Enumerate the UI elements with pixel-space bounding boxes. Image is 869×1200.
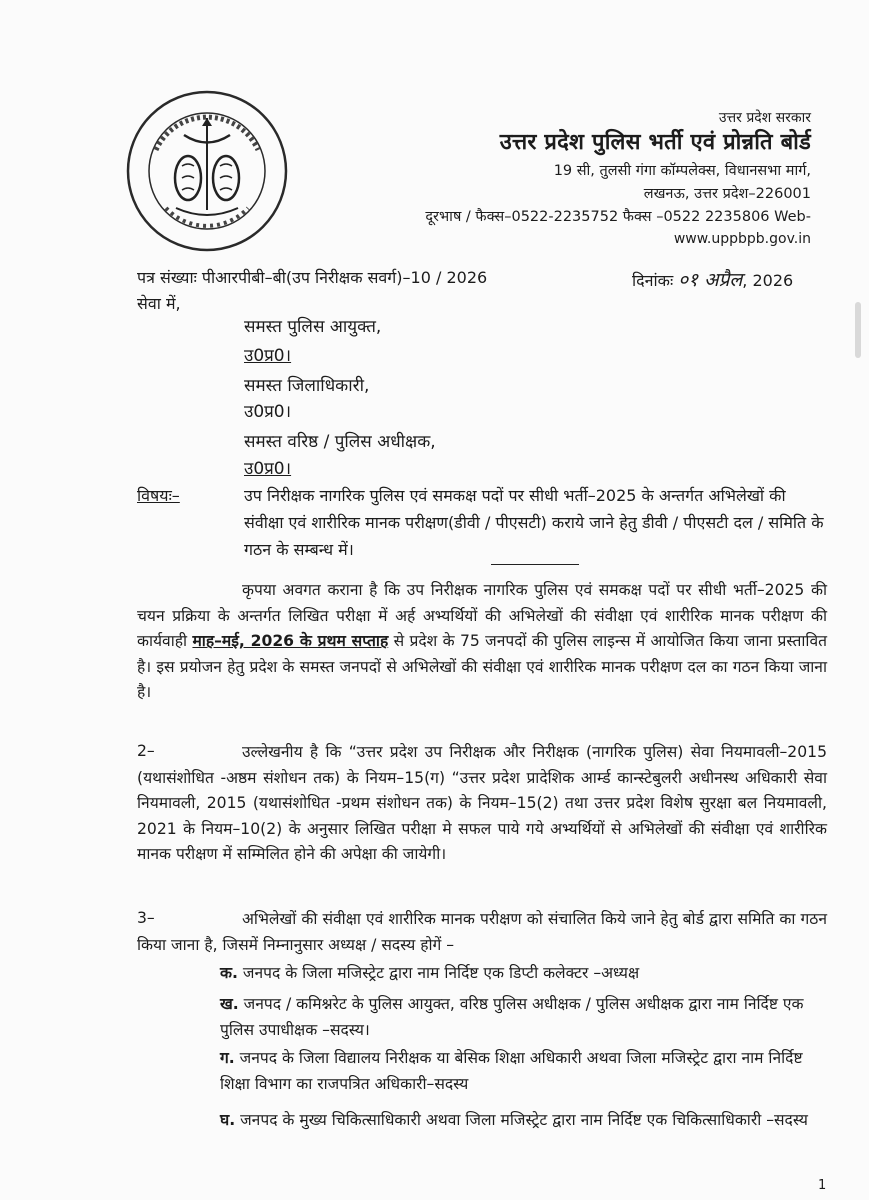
committee-item-ka (220, 960, 830, 986)
addressee-2-state: उ0प्र0। (244, 402, 292, 422)
addressee-2-title: समस्त जिलाधिकारी, (244, 376, 370, 396)
letter-date (632, 266, 793, 292)
committee-item-label: घ. (220, 1111, 236, 1129)
subject-text: उप निरीक्षक नागरिक पुलिस एवं समकक्ष पदों पर सीधी भर्ती–2025 के अन्तर्गत अभिलेखों की संवीक्षा एवं शारीरिक मानक परीक्षण(डीवी / पीएसटी) कराये जाने हेतु डीवी / पीएसटी दल / समिति के गठन के सम्बन्ध में। (244, 486, 824, 559)
committee-item-ga (220, 1045, 830, 1097)
subject-divider (491, 564, 579, 565)
committee-item-kha (220, 991, 830, 1043)
salutation: सेवा में, (137, 294, 181, 313)
committee-item-label: क. (220, 964, 238, 982)
committee-item-label: ख. (220, 995, 239, 1013)
paragraph-2: उल्लेखनीय है कि “उत्तर प्रदेश उप निरीक्षक और निरीक्षक (नागरिक पुलिस) सेवा नियमावली–2015 (यथासंशोधित -अष्ठम संशोधन तक) के नियम–15(ग) “उत्तर प्रदेश प्रादेशिक आर्म्ड कान्स्टेबुलरी अधीनस्थ अधिकारी सेवा नियमावली, 2015 (यथासंशोधित -प्रथम संशोधन तक) के नियम–15(2) तथा उत्तर प्रदेश विशेष सुरक्षा बल नियमावली, 2021 के नियम–10(2) के अनुसार लिखित परीक्षा मे सफल पाये गये अभ्यर्थियों से अभिलेखों की संवीक्षा एवं शारीरिक मानक परीक्षण में सम्मिलित होने की अपेक्षा की जायेगी। (137, 743, 827, 863)
committee-item-text: जनपद के मुख्य चिकित्साधिकारी अथवा जिला मजिस्ट्रेट द्वारा नाम निर्दिष्ट एक चिकित्साधिकारी –सदस्य (240, 1111, 808, 1129)
date-handwritten: ०१ अप्रैल (678, 269, 743, 291)
page-number: 1 (818, 1178, 827, 1193)
paragraph-2-number: 2– (137, 742, 155, 760)
address-line-1: 19 सी, तुलसी गंगा कॉम्पलेक्स, विधानसभा मार्ग, (553, 163, 811, 179)
committee-item-text: जनपद के जिला विद्यालय निरीक्षक या बेसिक शिक्षा अधिकारी अथवा जिला मजिस्ट्रेट द्वारा नाम निर्दिष्ट शिक्षा विभाग का राजपत्रित अधिकारी–सदस्य (220, 1049, 803, 1093)
committee-item-gha (220, 1107, 830, 1133)
date-year: , 2026 (742, 271, 794, 290)
government-name: उत्तर प्रदेश सरकार (718, 110, 811, 126)
board-name: उत्तर प्रदेश पुलिस भर्ती एवं प्रोन्नति बोर्ड (499, 130, 811, 155)
addressee-1-state: उ0प्र0। (244, 346, 292, 366)
date-label: दिनांकः (632, 271, 674, 290)
scrollbar-thumb[interactable] (855, 302, 861, 358)
addressee-3-state: उ0प्र0। (244, 459, 292, 479)
committee-item-text: जनपद / कमिश्नरेट के पुलिस आयुक्त, वरिष्ठ पुलिस अधीक्षक / पुलिस अधीक्षक द्वारा नाम निर्दिष्ट एक पुलिस उपाधीक्षक –सदस्य। (220, 995, 804, 1039)
paragraph-3-number: 3– (137, 909, 155, 927)
committee-item-label: ग. (220, 1049, 235, 1067)
paragraph-1 (137, 578, 827, 706)
paragraph-1-part-1: कृपया अवगत कराना है कि उप निरीक्षक नागरिक पुलिस एवं समकक्ष पदों पर सीधी भर्ती–2025 की चयन प्रक्रिया के अन्तर्गत लिखित परीक्षा में अर्ह अभ्यर्थियों की अभिलेखों की संवीक्षा एवं शारीरिक मानक परीक्षण की कार्यवाही (137, 581, 827, 650)
paragraph-1-emphasis: माह–मई, 2026 के प्रथम सप्ताह (192, 632, 389, 650)
board-seal-emblem (126, 90, 288, 252)
paragraph-3: अभिलेखों की संवीक्षा एवं शारीरिक मानक परीक्षण को संचालित किये जाने हेतु बोर्ड द्वारा समिति का गठन किया जाना है, जिसमें निम्नानुसार अध्यक्ष / सदस्य होगें – (137, 910, 827, 954)
addressee-3-title: समस्त वरिष्ठ / पुलिस अधीक्षक, (244, 432, 436, 452)
letter-reference: पत्र संख्याः पीआरपीबी–बी(उप निरीक्षक सवर्ग)–10 / 2026 (137, 268, 488, 287)
subject-label: विषयः– (137, 486, 180, 505)
paragraph-1-part-2: से प्रदेश के 75 जनपदों की पुलिस लाइन्स में आयोजित किया जाना प्रस्तावित है। इस प्रयोजन हेतु प्रदेश के समस्त जनपदों से अभिलेखों की संवीक्षा एवं शारीरिक मानक परीक्षण दल का गठन किया जाना है। (137, 632, 828, 701)
address-line-2: लखनऊ, उत्तर प्रदेश–226001 (643, 186, 811, 202)
phone-fax: दूरभाष / फैक्स–0522-2235752 फैक्स –0522 2235806 Web- (425, 209, 811, 225)
website: www.uppbpb.gov.in (673, 231, 811, 247)
addressee-1-title: समस्त पुलिस आयुक्त, (244, 317, 382, 337)
committee-item-text: जनपद के जिला मजिस्ट्रेट द्वारा नाम निर्दिष्ट एक डिप्टी कलेक्टर –अध्यक्ष (242, 964, 640, 982)
